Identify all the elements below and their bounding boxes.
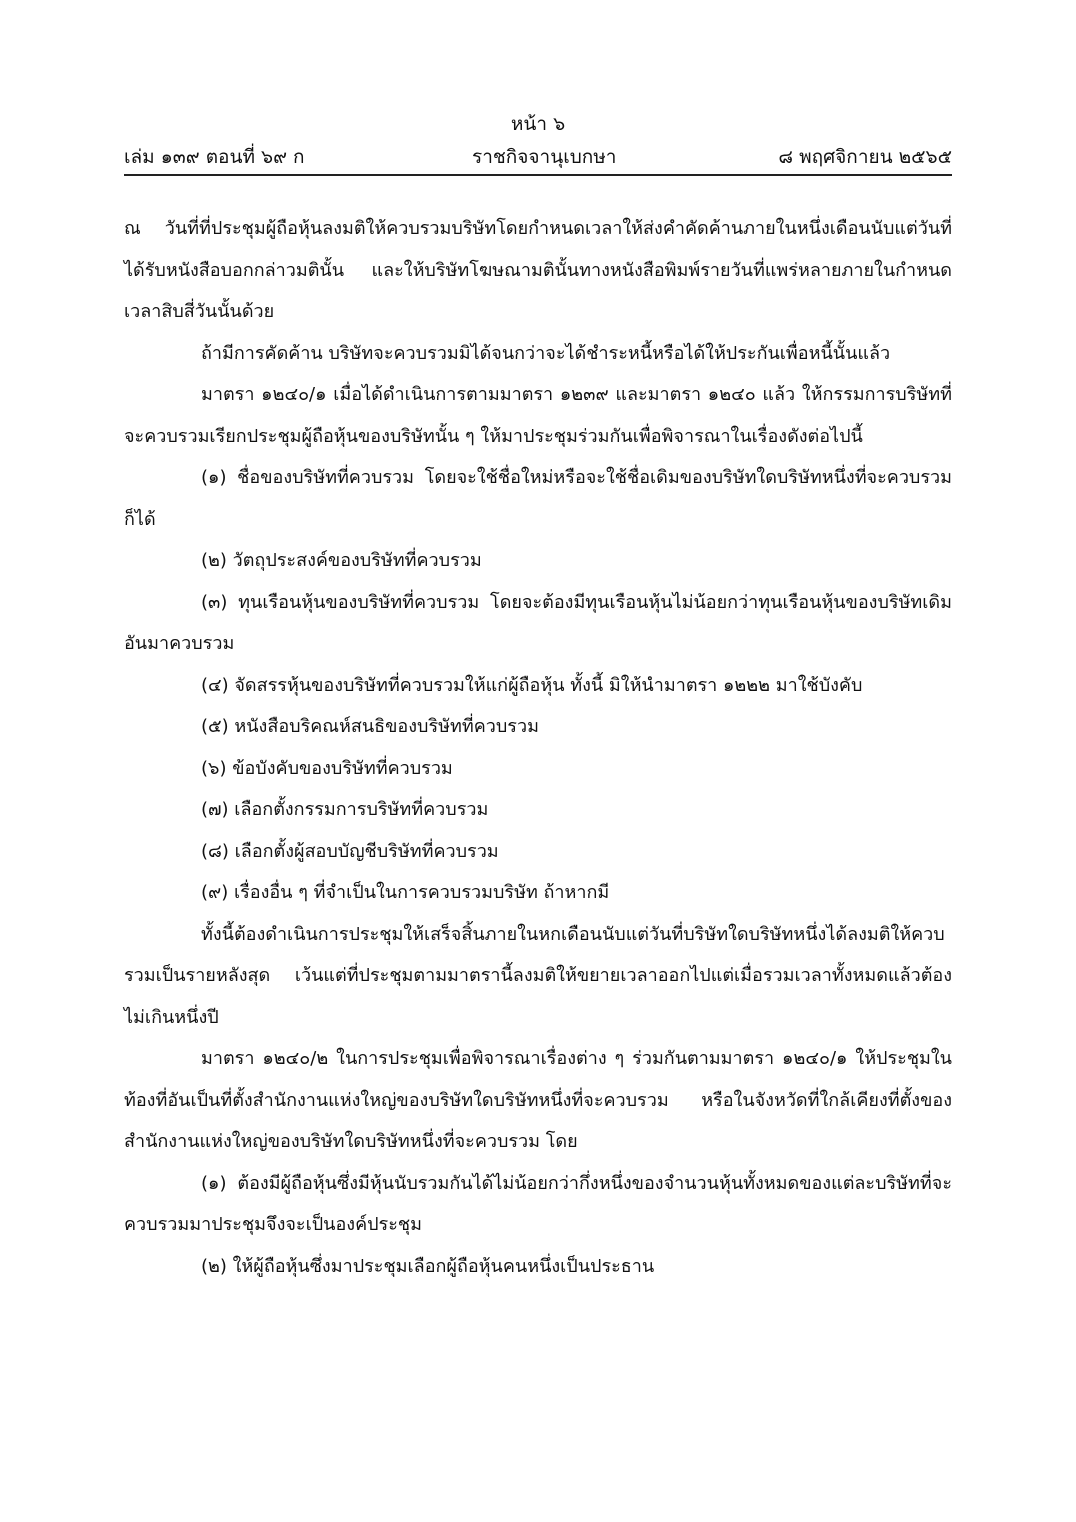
list-item: (๕) หนังสือบริคณห์สนธิของบริษัทที่ควบรวม	[201, 716, 539, 737]
section-1240-2: มาตรา ๑๒๔๐/๒ ในการประชุมเพื่อพิจารณาเรื่องต่าง ๆ ร่วมกันตามมาตรา ๑๒๔๐/๑ ให้ประชุมในท้องที่อันเป็นที่ตั้งสำนักงานแห่งใหญ่ของบริษัทใดบริษัทหนึ่งที่จะควบรวม หรือในจังหวัดที่ใกล้เคียงที่ตั้งของสำนักงานแห่งใหญ่ของบริษัทใดบริษัทหนึ่งที่จะควบรวม โดย	[124, 1048, 952, 1152]
gazette-title: ราชกิจจานุเบกษา	[472, 146, 617, 168]
list-item: (๒) ให้ผู้ถือหุ้นซึ่งมาประชุมเลือกผู้ถือหุ้นคนหนึ่งเป็นประธาน	[201, 1255, 655, 1277]
list-item: (๗) เลือกตั้งกรรมการบริษัทที่ควบรวม	[201, 799, 489, 820]
header-divider	[124, 174, 952, 176]
list-item: (๓) ทุนเรือนหุ้นของบริษัทที่ควบรวม โดยจะต้องมีทุนเรือนหุ้นไม่น้อยกว่าทุนเรือนหุ้นของบริษัทเดิมอันมาควบรวม	[124, 591, 952, 654]
list-item: (๙) เรื่องอื่น ๆ ที่จำเป็นในการควบรวมบริษัท ถ้าหากมี	[201, 882, 610, 903]
volume-issue: เล่ม ๑๓๙ ตอนที่ ๖๙ ก	[124, 146, 305, 168]
page-number: หน้า ๖	[510, 113, 566, 135]
list-item: (๘) เลือกตั้งผู้สอบบัญชีบริษัทที่ควบรวม	[201, 840, 499, 862]
section-1240-1: มาตรา ๑๒๔๐/๑ เมื่อได้ดำเนินการตามมาตรา ๑๒๓๙ และมาตรา ๑๒๔๐ แล้ว ให้กรรมการบริษัทที่จะควบรวมเรียกประชุมผู้ถือหุ้นของบริษัทนั้น ๆ ให้มาประชุมร่วมกันเพื่อพิจารณาในเรื่องดังต่อไปนี้	[124, 384, 952, 447]
list-item: (๑) ชื่อของบริษัทที่ควบรวม โดยจะใช้ชื่อใหม่หรือจะใช้ชื่อเดิมของบริษัทใดบริษัทหนึ่งที่จะควบรวมก็ได้	[124, 467, 952, 530]
list-item: (๖) ข้อบังคับของบริษัทที่ควบรวม	[201, 757, 453, 779]
publication-date: ๘ พฤศจิกายน ๒๕๖๕	[778, 146, 952, 168]
paragraph-continuation: ณ วันที่ที่ประชุมผู้ถือหุ้นลงมติให้ควบรวมบริษัทโดยกำหนดเวลาให้ส่งคำคัดค้านภายในหนึ่งเดือนนับแต่วันที่ได้รับหนังสือบอกกล่าวมตินั้น และให้บริษัทโฆษณามตินั้นทางหนังสือพิมพ์รายวันที่แพร่หลายภายในกำหนดเวลาสิบสี่วันนั้นด้วย	[124, 218, 952, 322]
list-item: (๔) จัดสรรหุ้นของบริษัทที่ควบรวมให้แก่ผู้ถือหุ้น ทั้งนี้ มิให้นำมาตรา ๑๒๒๒ มาใช้บังคับ	[201, 674, 863, 696]
gazette-header	[124, 142, 952, 172]
paragraph-objection: ถ้ามีการคัดค้าน บริษัทจะควบรวมมิได้จนกว่าจะได้ชำระหนี้หรือได้ให้ประกันเพื่อหนี้นั้นแล้ว	[201, 342, 891, 364]
document-body	[124, 208, 952, 1287]
paragraph-deadline: ทั้งนี้ต้องดำเนินการประชุมให้เสร็จสิ้นภายในหกเดือนนับแต่วันที่บริษัทใดบริษัทหนึ่งได้ลงมติให้ควบรวมเป็นรายหลังสุด เว้นแต่ที่ประชุมตามมาตรานี้ลงมติให้ขยายเวลาออกไปแต่เมื่อรวมเวลาทั้งหมดแล้วต้องไม่เกินหนึ่งปี	[124, 923, 952, 1028]
list-item: (๒) วัตถุประสงค์ของบริษัทที่ควบรวม	[201, 550, 482, 571]
list-item: (๑) ต้องมีผู้ถือหุ้นซึ่งมีหุ้นนับรวมกันได้ไม่น้อยกว่ากึ่งหนึ่งของจำนวนหุ้นทั้งหมดของแต่ละบริษัทที่จะควบรวมมาประชุมจึงจะเป็นองค์ประชุม	[124, 1172, 952, 1235]
